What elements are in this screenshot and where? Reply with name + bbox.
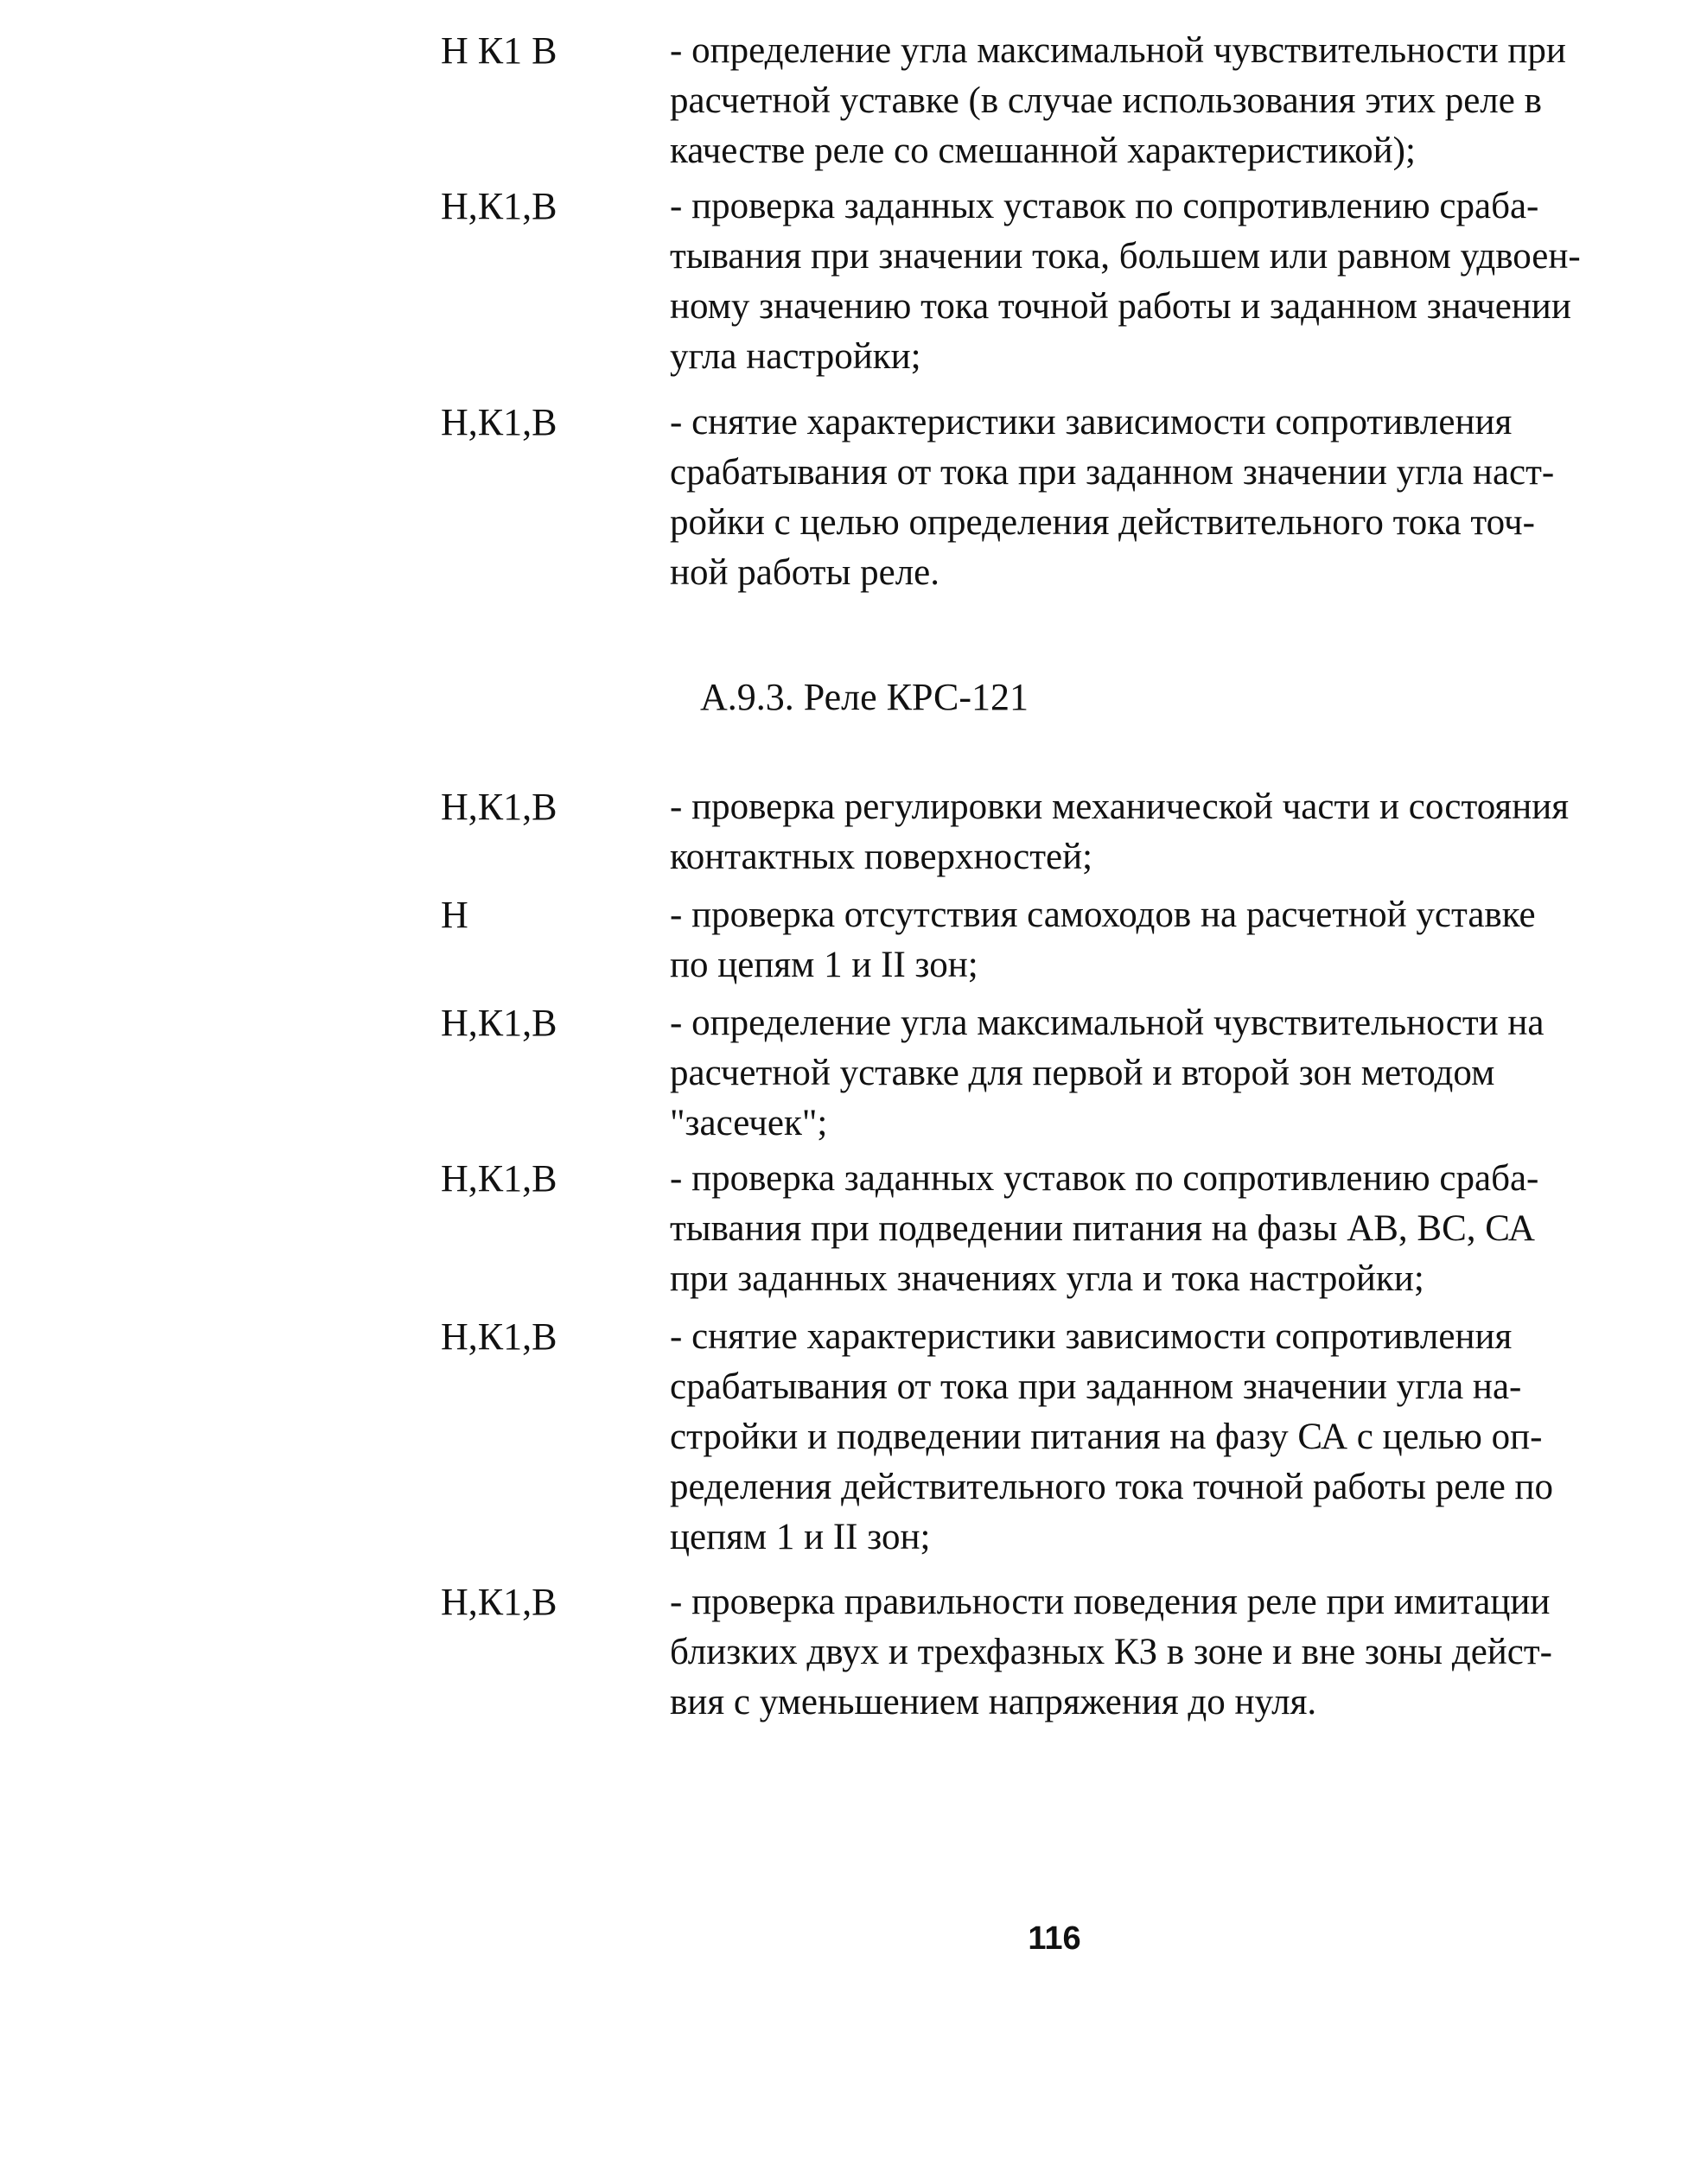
page-number: 116 — [1028, 1920, 1081, 1957]
item-code: Н,К1,В — [441, 1315, 557, 1358]
item-code: Н,К1,В — [441, 401, 557, 443]
section-heading: А.9.3. Реле КРС-121 — [699, 676, 1029, 718]
item-text-line: угла настройки; — [670, 336, 921, 377]
item-text-line: - определение угла максимальной чувствительности на — [670, 1003, 1545, 1043]
item-text-line: тывания при подведении питания на фазы АВ, ВС, СА — [670, 1208, 1535, 1249]
item-text-line: расчетной уставке для первой и второй зон методом — [670, 1053, 1495, 1093]
item-code: Н,К1,В — [441, 1002, 557, 1044]
item-text-line: - проверка регулировки механической части и состояния — [670, 786, 1569, 827]
item-text-line: при заданных значениях угла и тока настройки; — [670, 1258, 1424, 1299]
item-code: Н К1 В — [441, 29, 557, 72]
item-text-line: расчетной уставке (в случае использования этих реле в — [670, 80, 1542, 121]
item-text-line: - проверка заданных уставок по сопротивлению сраба- — [670, 186, 1539, 226]
item-text-line: контактных поверхностей; — [670, 837, 1093, 877]
item-text-line: "засечек"; — [670, 1103, 828, 1143]
item-text-line: ной работы реле. — [670, 552, 939, 593]
item-code: Н — [441, 894, 468, 936]
item-text-line: - снятие характеристики зависимости сопротивления — [670, 1316, 1513, 1357]
item-text-line: - определение угла максимальной чувствительности при — [670, 30, 1566, 71]
item-text-line: ределения действительного тока точной работы реле по — [670, 1467, 1554, 1507]
item-text-line: тывания при значении тока, большем или равном удвоен- — [670, 236, 1581, 277]
item-text-line: - проверка заданных уставок по сопротивлению сраба- — [670, 1158, 1539, 1199]
item-text-line: вия с уменьшением напряжения до нуля. — [670, 1682, 1317, 1722]
item-text-line: - снятие характеристики зависимости сопротивления — [670, 402, 1513, 443]
item-text-line: близких двух и трехфазных КЗ в зоне и вне зоны дейст- — [670, 1632, 1552, 1672]
item-text-line: - проверка правильности поведения реле при имитации — [670, 1582, 1551, 1622]
item-text-line: цепям 1 и II зон; — [670, 1517, 931, 1557]
item-code: Н,К1,В — [441, 1581, 557, 1623]
item-code: Н,К1,В — [441, 185, 557, 227]
item-code: Н,К1,В — [441, 786, 557, 828]
item-text-line: качестве реле со смешанной характеристикой); — [670, 131, 1416, 171]
item-text-line: ному значению тока точной работы и заданном значении — [670, 286, 1571, 327]
item-code: Н,К1,В — [441, 1157, 557, 1200]
item-text-line: стройки и подведении питания на фазу СА с целью оп- — [670, 1417, 1543, 1457]
item-text-line: срабатывания от тока при заданном значении угла на- — [670, 1366, 1522, 1407]
item-text-line: ройки с целью определения действительного тока точ- — [670, 502, 1535, 543]
item-text-line: по цепям 1 и II зон; — [670, 945, 978, 985]
item-text-line: срабатывания от тока при заданном значении угла наст- — [670, 452, 1555, 493]
item-text-line: - проверка отсутствия самоходов на расчетной уставке — [670, 895, 1536, 935]
